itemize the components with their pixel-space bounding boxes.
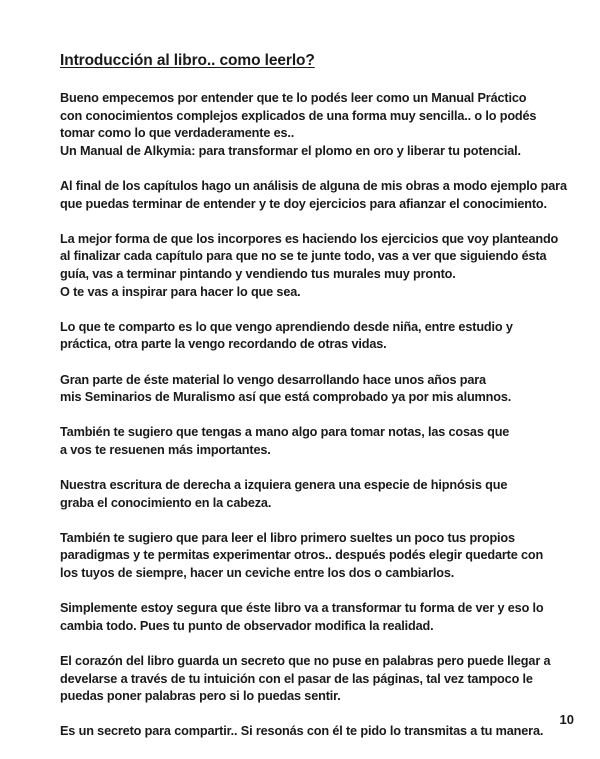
paragraph-line: O te vas a inspirar para hacer lo que sea. — [60, 284, 301, 299]
paragraph-line: develarse a través de tu intuición con el pasar de las páginas, tal vez tampoco le — [60, 671, 533, 686]
paragraph-line: graba el conocimiento en la cabeza. — [60, 495, 272, 510]
paragraph-8 — [60, 530, 560, 583]
page-title: Introducción al libro.. como leerlo? — [60, 52, 315, 69]
paragraph-3 — [60, 231, 560, 301]
paragraph-line: Bueno empecemos por entender que te lo podés leer como un Manual Práctico — [60, 91, 527, 105]
paragraph-line: los tuyos de siempre, hacer un ceviche entre los dos o cambiarlos. — [60, 566, 455, 581]
paragraph-line: También te sugiero que tengas a mano algo para tomar notas, las cosas que — [60, 425, 510, 440]
paragraph-line: que puedas terminar de entender y te doy ejercicios para afianzar el conocimiento. — [60, 196, 547, 211]
paragraph-5 — [60, 372, 560, 407]
paragraph-2 — [60, 178, 567, 213]
paragraph-line: tomar como lo que verdaderamente es.. — [60, 126, 295, 141]
paragraph-line: a vos te resuenen más importantes. — [60, 442, 271, 457]
paragraph-line: práctica, otra parte la vengo recordando de otras vidas. — [60, 337, 387, 352]
paragraph-line: al finalizar cada capítulo para que no se te junte todo, vas a ver que siguiendo ésta — [60, 249, 547, 264]
paragraph-line: con conocimientos complejos explicados de una forma muy sencilla.. o lo podés — [60, 108, 537, 123]
paragraph-11 — [60, 723, 560, 741]
paragraph-line: También te sugiero que para leer el libro primero sueltes un poco tus propios — [60, 530, 515, 545]
paragraph-6 — [60, 424, 560, 459]
paragraph-7 — [60, 477, 560, 512]
paragraph-9 — [60, 600, 560, 635]
paragraph-10 — [60, 653, 560, 706]
paragraph-line: Un Manual de Alkymia: para transformar el plomo en oro y liberar tu potencial. — [60, 143, 521, 158]
paragraph-line: Lo que te comparto es lo que vengo aprendiendo desde niña, entre estudio y — [60, 319, 513, 334]
paragraph-line: Simplemente estoy segura que éste libro va a transformar tu forma de ver y eso lo — [60, 601, 544, 616]
paragraph-line: mis Seminarios de Muralismo así que está comprobado ya por mis alumnos. — [60, 390, 512, 405]
paragraph-line: puedas poner palabras pero si lo puedas sentir. — [60, 689, 341, 704]
paragraph-line: Gran parte de éste material lo vengo desarrollando hace unos años para — [60, 372, 486, 387]
page-number: 10 — [559, 712, 574, 727]
paragraph-4 — [60, 319, 560, 354]
paragraph-line: paradigmas y te permitas experimentar otros.. después podés elegir quedarte con — [60, 548, 544, 563]
paragraph-line: El corazón del libro guarda un secreto que no puse en palabras pero puede llegar a — [60, 654, 551, 668]
paragraph-1 — [60, 90, 560, 160]
paragraph-line: guía, vas a terminar pintando y vendiendo tus murales muy pronto. — [60, 266, 456, 281]
paragraph-line: Es un secreto para compartir.. Si resonás con él te pido lo transmitas a tu manera. — [60, 724, 544, 739]
paragraph-line: Nuestra escritura de derecha a izquiera genera una especie de hipnósis que — [60, 478, 508, 493]
paragraph-line: Al final de los capítulos hago un análisis de alguna de mis obras a modo ejemplo para — [60, 178, 567, 193]
paragraph-line: La mejor forma de que los incorpores es haciendo los ejercicios que voy planteando — [60, 231, 559, 246]
paragraph-line: cambia todo. Pues tu punto de observador modifica la realidad. — [60, 618, 434, 633]
